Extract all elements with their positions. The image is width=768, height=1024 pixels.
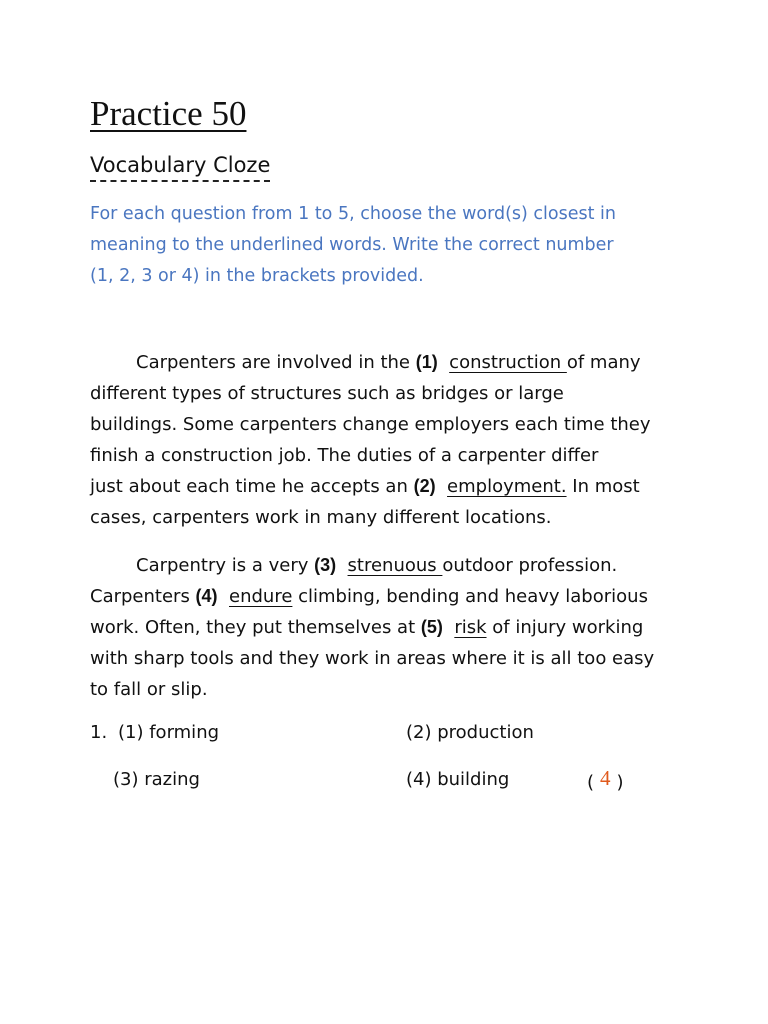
underlined-word: employment. xyxy=(447,476,567,497)
passage-line: just about each time he accepts an (2) employment. In most xyxy=(90,476,640,497)
passage-line: Carpentry is a very (3) strenuous outdoor profession. xyxy=(136,555,618,576)
option-2: (2) production xyxy=(406,722,534,743)
passage-line: buildings. Some carpenters change employers each time they xyxy=(90,414,651,435)
passage-paragraph-2 xyxy=(90,550,690,705)
passage-line: Carpenters are involved in the (1) construction of many xyxy=(136,352,641,373)
underlined-word: construction xyxy=(449,352,567,373)
passage-line: cases, carpenters work in many different locations. xyxy=(90,507,552,528)
question-number: (1) xyxy=(415,352,438,372)
question-number: (3) xyxy=(314,555,337,575)
section-subtitle: Vocabulary Cloze xyxy=(90,153,270,182)
answer-value: 4 xyxy=(600,766,611,790)
bracket-open: ( xyxy=(587,772,595,793)
passage-line: finish a construction job. The duties of a carpenter differ xyxy=(90,445,599,466)
instructions xyxy=(90,199,690,292)
option-3: (3) razing xyxy=(113,769,200,790)
option-4: (4) building xyxy=(406,769,510,790)
passage-line: different types of structures such as bridges or large xyxy=(90,383,564,404)
instructions-line: meaning to the underlined words. Write the correct number xyxy=(90,235,614,255)
bracket-close: ) xyxy=(616,772,624,793)
underlined-word: strenuous xyxy=(347,555,443,576)
question-number: (2) xyxy=(413,476,436,496)
underlined-word: endure xyxy=(229,586,293,607)
instructions-line: For each question from 1 to 5, choose the word(s) closest in xyxy=(90,204,616,224)
question-number: (5) xyxy=(420,617,443,637)
question-1-number: 1. xyxy=(90,722,108,743)
passage-line: work. Often, they put themselves at (5) risk of injury working xyxy=(90,617,644,638)
option-1: (1) forming xyxy=(118,722,220,743)
passage-line: to fall or slip. xyxy=(90,679,208,700)
question-number: (4) xyxy=(195,586,218,606)
instructions-line: (1, 2, 3 or 4) in the brackets provided. xyxy=(90,266,424,286)
passage-line: with sharp tools and they work in areas where it is all too easy xyxy=(90,648,655,669)
passage-paragraph-1 xyxy=(90,347,690,533)
underlined-word: risk xyxy=(454,617,487,638)
answer-bracket xyxy=(587,766,624,794)
page-title: Practice 50 xyxy=(90,94,247,133)
passage-line: Carpenters (4) endure climbing, bending and heavy laborious xyxy=(90,586,648,607)
